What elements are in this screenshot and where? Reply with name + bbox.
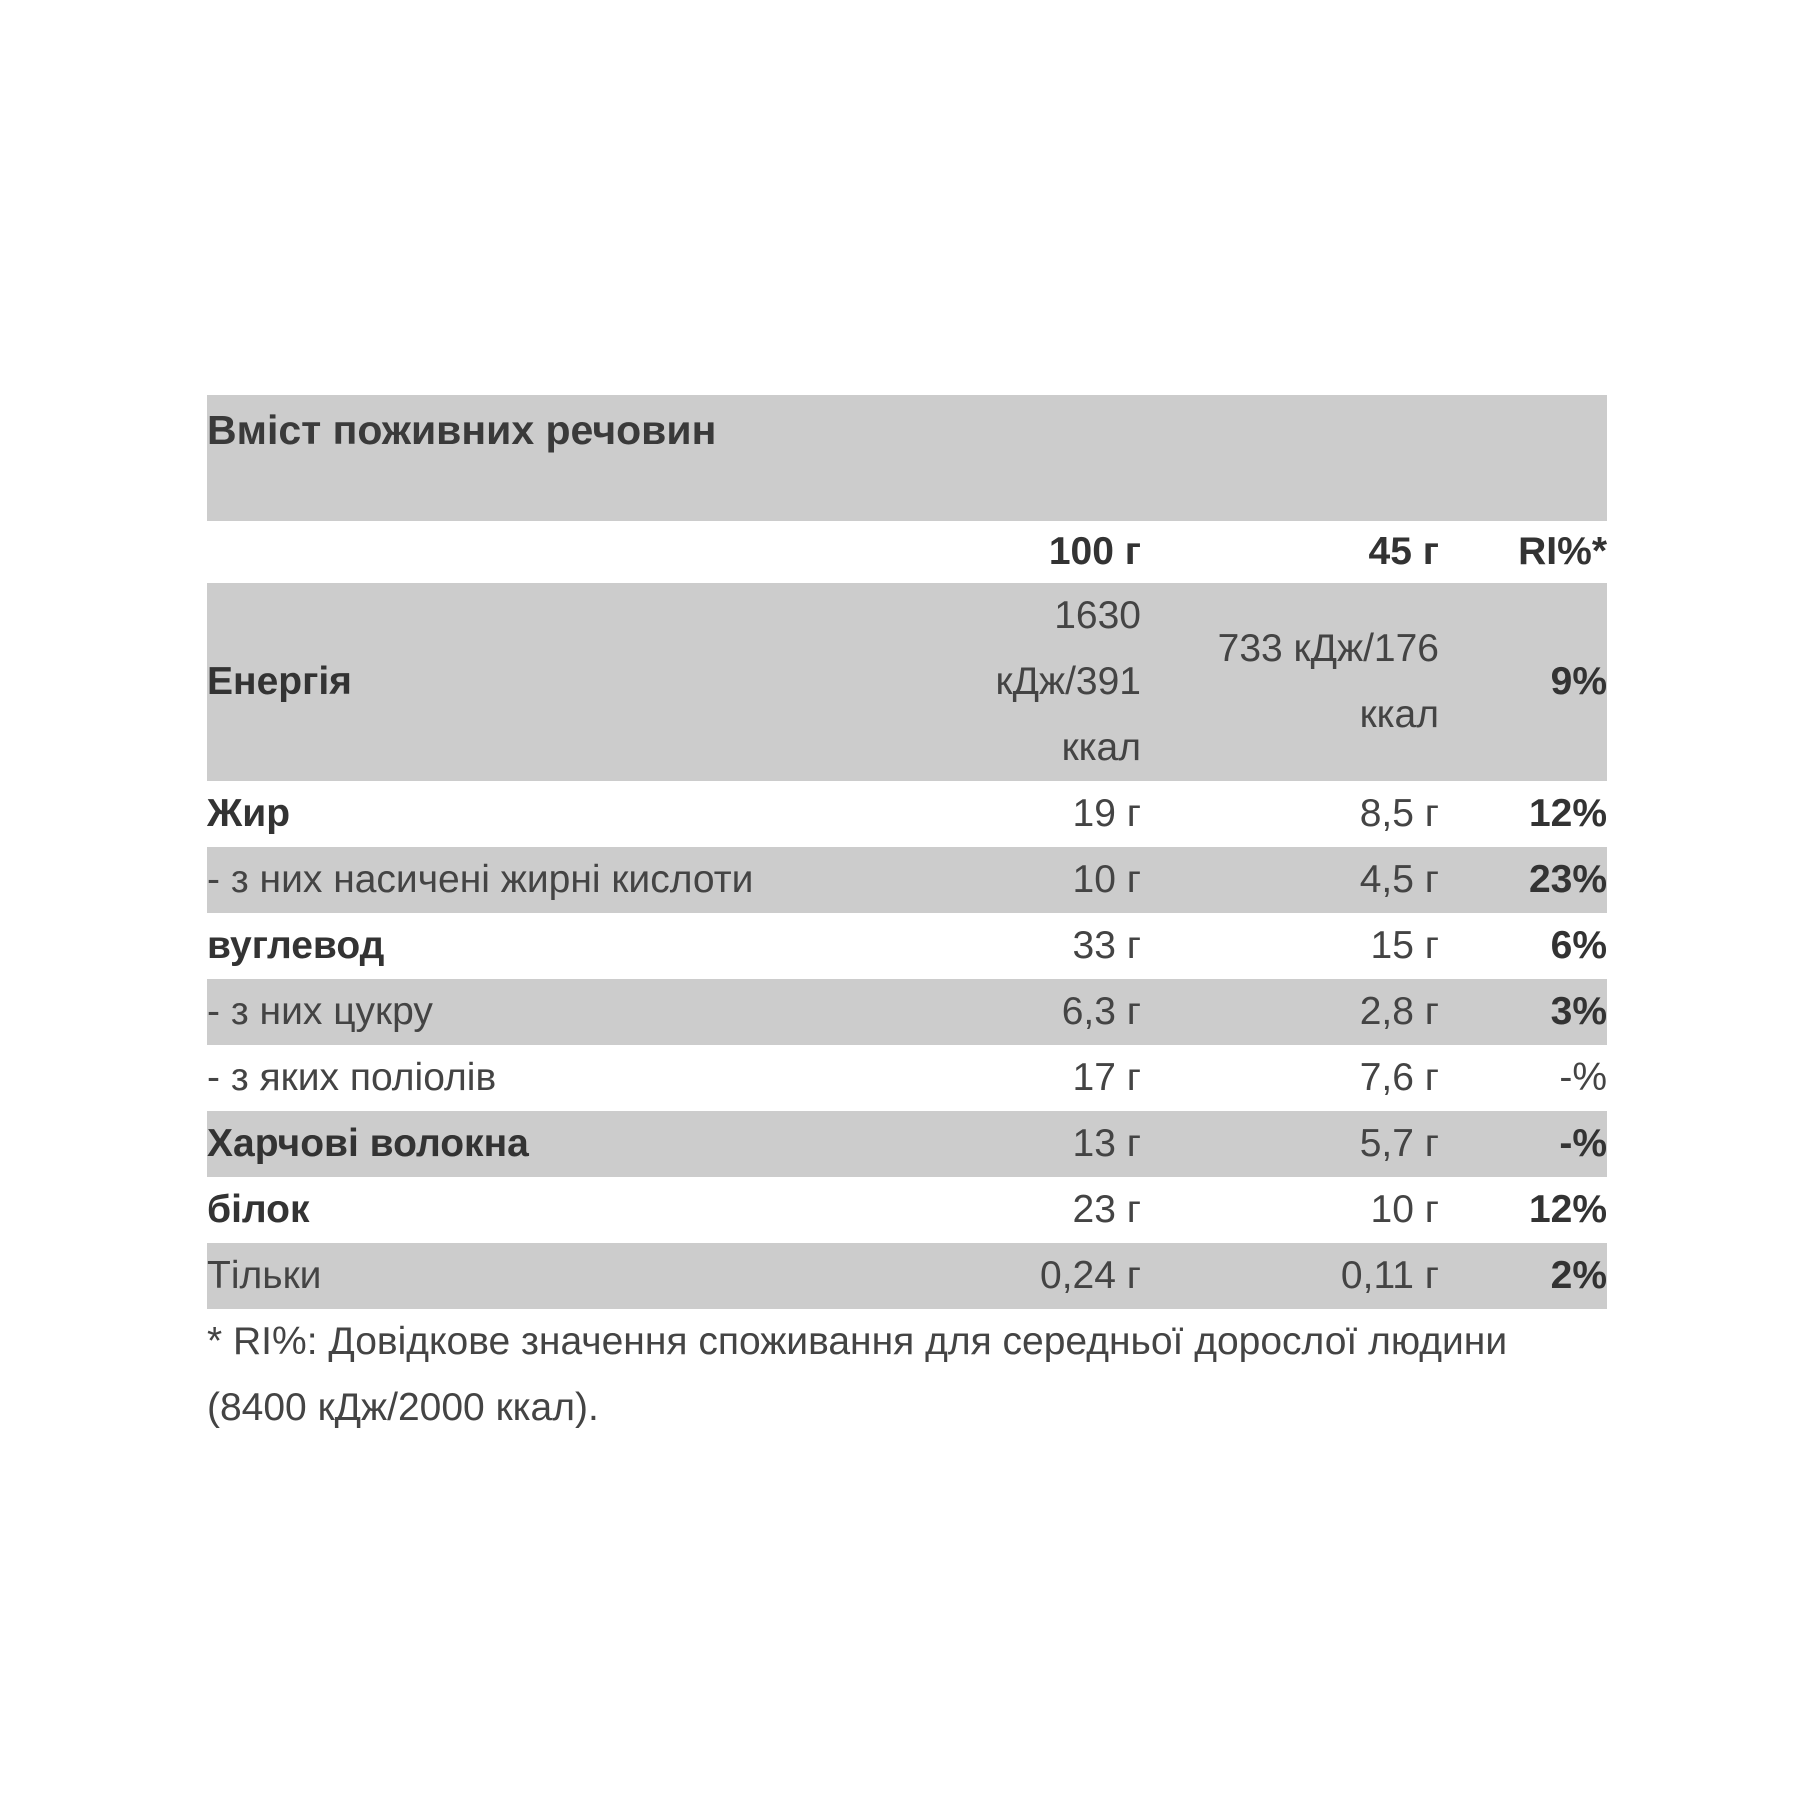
row-ri: 6%	[1550, 924, 1607, 967]
row-ri: 23%	[1439, 847, 1607, 913]
table-row-polyols	[207, 1045, 1607, 1111]
nutrition-table	[207, 521, 1607, 1309]
row-name: Енергія	[207, 583, 907, 781]
row-per100: 1630 кДж/391 ккал	[907, 583, 1141, 781]
row-per45: 0,11 г	[1141, 1243, 1439, 1309]
table-row-fat	[207, 781, 1607, 847]
row-per45: 2,8 г	[1141, 979, 1439, 1045]
row-ri: 2%	[1439, 1243, 1607, 1309]
header-ri: RI%*	[1518, 530, 1607, 573]
table-row-fibre	[207, 1111, 1607, 1177]
row-ri: -%	[1559, 1056, 1607, 1099]
row-per100: 23 г	[1072, 1188, 1141, 1231]
row-per45: 5,7 г	[1141, 1111, 1439, 1177]
row-per100: 6,3 г	[907, 979, 1141, 1045]
row-name: - з них цукру	[207, 979, 907, 1045]
row-per45: 733 кДж/176 ккал	[1141, 583, 1439, 781]
header-per100: 100 г	[1048, 530, 1141, 573]
nutrition-panel	[207, 395, 1607, 1441]
ri-footnote: * RI%: Довідкове значення споживання для середньої дорослої людини (8400 кДж/2000 ккал).	[207, 1320, 1508, 1429]
row-per45: 8,5 г	[1359, 792, 1439, 835]
row-per100: 10 г	[907, 847, 1141, 913]
row-name: Жир	[207, 792, 291, 835]
row-name: Харчові волокна	[207, 1111, 907, 1177]
row-ri: -%	[1439, 1111, 1607, 1177]
row-ri: 12%	[1528, 792, 1607, 835]
row-name: - з яких поліолів	[207, 1056, 497, 1099]
row-per45: 15 г	[1370, 924, 1439, 967]
row-name: білок	[207, 1188, 310, 1231]
table-row-salt	[207, 1243, 1607, 1309]
row-name: - з них насичені жирні кислоти	[207, 847, 907, 913]
row-per100: 17 г	[1072, 1056, 1141, 1099]
row-per45: 4,5 г	[1141, 847, 1439, 913]
table-row-carbohydrate	[207, 913, 1607, 979]
row-per45: 7,6 г	[1359, 1056, 1439, 1099]
header-per45: 45 г	[1368, 530, 1439, 573]
header-name	[207, 521, 907, 583]
row-ri: 9%	[1439, 583, 1607, 781]
row-ri: 3%	[1439, 979, 1607, 1045]
row-per100: 0,24 г	[907, 1243, 1141, 1309]
table-header-row	[207, 521, 1607, 583]
table-row-energy	[207, 583, 1607, 781]
row-per100: 19 г	[1072, 792, 1141, 835]
nutrition-title: Вміст поживних речовин	[207, 395, 1607, 521]
table-row-protein	[207, 1177, 1607, 1243]
row-per45: 10 г	[1370, 1188, 1439, 1231]
table-row-saturated-fat	[207, 847, 1607, 913]
row-per100: 13 г	[907, 1111, 1141, 1177]
row-ri: 12%	[1528, 1188, 1607, 1231]
row-per100: 33 г	[1072, 924, 1141, 967]
row-name: вуглевод	[207, 924, 385, 967]
table-row-sugars	[207, 979, 1607, 1045]
row-name: Тільки	[207, 1243, 907, 1309]
